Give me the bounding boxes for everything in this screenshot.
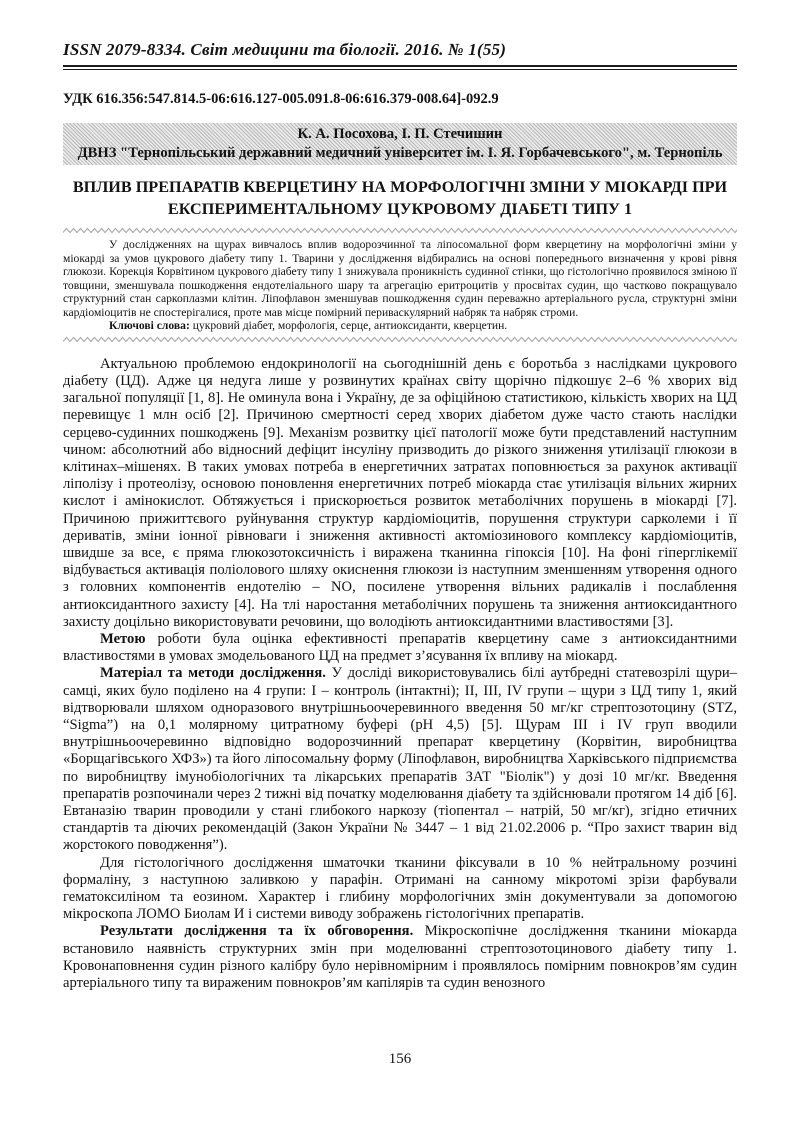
paragraph-lead: Матеріал та методи дослідження. [100,665,326,682]
paragraph-text: Для гістологічного дослідження шматочки тканини фіксували в 10 % нейтральному розчині формаліну, з наступною заливкою у парафін. Отримані на санному мікротомі зрізи фарбували гематоксиліном та еозином. Характер і глибину морфологічних змін документували за допомогою мікроскопа ЛОМО Биолам И і системи виводу зображень гістологічних препаратів. [63,854,737,923]
article-title: ВПЛИВ ПРЕПАРАТІВ КВЕРЦЕТИНУ НА МОРФОЛОГІЧНІ ЗМІНИ У МІОКАРДІ ПРИ ЕКСПЕРИМЕНТАЛЬНОМУ ЦУКРОВОМУ ДІАБЕТІ ТИПУ 1 [72,178,728,219]
section-divider-zigzag [63,227,737,234]
udc-classification: УДК 616.356:547.814.5-06:616.127-005.091.8-06:616.379-008.64]-092.9 [63,91,499,107]
paragraph-lead: Результати дослідження та їх обговорення. [100,923,414,940]
article-body [63,356,737,993]
paragraph-results-discussion [63,923,737,992]
paragraph-aim [63,631,737,665]
page-number: 156 [388,1051,412,1067]
paragraph-text: У досліді використовувались білі аутбредні статевозрілі щури–самці, яких було поділено на 4 групи: I – контроль (інтактні); II, III, IV групи – щури з ЦД типу 1, який відтворювали шляхом одноразового внутрішньоочеревинного введення 50 мг/кг стрептозотоцину (STZ, “Sigma”) на 0,1 молярному цитратному буфері (pH 4,5) [5]. Щурам III і IV груп вводили внутрішньоочеревинно відповідно водорозчинний препарат кверцетину (Корвітин, виробництва «Борщагівського ХФЗ») та його ліпосомальну форму (Ліпофлавон, виробництва Харківського підприємства по виробництву імунобіологічних та лікарських препаратів ЗАТ "Біолік") у дозі 10 мг/кг. Введення препаратів розпочинали через 2 тижні від початку моделювання діабету та здійснювали протягом 14 діб [6]. Евтаназію тварин проводили у стані глибокого наркозу (тіопентал – натрій, 50 мг/кг), згідно етичних стандартів та діючих рекомендацій (Закон України № 3447 – 1 від 21.02.2006 р. “Про захист тварин від жорстокого поводження”). [63,665,737,854]
keywords-line [63,319,737,333]
paragraph-text: роботи була оцінка ефективності препаратів кверцетину саме з антиоксидантними властивостями в умовах змодельованого ЦД на предмет з’ясування їх впливу на міокард. [63,630,737,665]
section-divider-zigzag [63,336,737,343]
paragraph-materials-methods [63,665,737,854]
authors-affiliation-box [63,123,737,165]
paragraph-text: Мікроскопічне дослідження тканини міокарда встановило наявність структурних змін при моделюванні стрептозотоцинового діабету типу 1. Кровонаповнення судин різного калібру було нерівномірним і проявлялось помірним повнокров’ям судин артеріального типу та вираженим повнокров’ям капілярів та судин венозного [63,923,737,991]
authors-line: К. А. Посохова, І. П. Стечишин [297,126,503,142]
paragraph-text: Актуальною проблемою ендокринології на сьогоднішній день є боротьба з наслідками цукрового діабету (ЦД). Адже ця недуга лише у розвинутих країнах світу щорічно підкошує 2–6 % хворих від загальної популяції [1, 8]. Не оминула вона і Україну, де за офіційною статистикою, кількість хворих на ЦД перевищує 1 млн осіб [2]. Причиною смертності серед хворих діабетом дуже часто стають наслідки серцево-судинних пошкоджень [9]. Механізм розвитку цієї патології може бути представлений наступним чином: абсолютний або відносний дефіцит інсуліну призводить до різкого зниження утилізації глюкози в клітинах–мішенях. В таких умовах потреба в енергетичних затратах поповнюється за рахунок активації ліполізу і протеолізу, основою поновлення енергетичних потреб міокарда стає утилізація вільних жирних кислот і амінокислот. Обтяжується і прискорюється розвиток метаболічних порушень в міокарді [7]. Причиною прижиттєвого руйнування структур кардіоміоцитів, порушення структури сарколеми і її дериватів, зміни іонної рівноваги і зниження активності актоміозинового комплексу кардіоміоцитів, швидше за все, є пряма глюкозотоксичність і виражена тканинна гіпоксія [10]. На фоні гіперглікемії відбувається активація поліолового шляху окиснення глюкози із наступним зменшенням утворення одного з головних компонентів ендотелію – NO, посилене утворення вільних радикалів і послаблення антиоксидантного захисту [4]. На тлі наростання метаболічних порушень та зниження антиоксидантного захисту доцільно використовувати речовини, що володіють антиоксидантними властивостями [3]. [63,355,737,630]
keywords-text: цукровий діабет, морфологія, серце, антиоксиданти, кверцетин. [189,319,508,333]
journal-header: ISSN 2079-8334. Світ медицини та біології. 2016. № 1(55) [63,40,507,59]
abstract-text: У дослідженнях на щурах вивчалось вплив водорозчинної та ліпосомальної форм кверцетину на морфологічні зміни у міокарді за умов цукрового діабету типу 1. Тварини у дослідження відбирались на основі попереднього визначення у крові рівня глюкози. Корекція Корвітином цукрового діабету типу 1 знижувала проникність судинної стінки, що гістологічно проявилося зміною її товщини, зменшувала пошкодження ендотеліального шару та агрегацію еритроцитів у просвітах судин, що частково покращувало структурний стан саркоплазми клітин. Ліпофлавон зменшував пошкодження судин переважно артеріального русла, структурні зміни кардіоміоцитів не спостерігалися, проте мав місце помірний периваскулярний набряк та набряк строми. [63,238,737,319]
header-double-rule [63,65,737,70]
keywords-label: Ключові слова: [109,319,190,333]
affiliation-line: ДВНЗ "Тернопільський державний медичний університет ім. І. Я. Горбачевського", м. Тернопіль [77,144,723,161]
paragraph-introduction [63,356,737,631]
paragraph-histology-methods [63,855,737,924]
paragraph-lead: Метою [100,630,146,647]
